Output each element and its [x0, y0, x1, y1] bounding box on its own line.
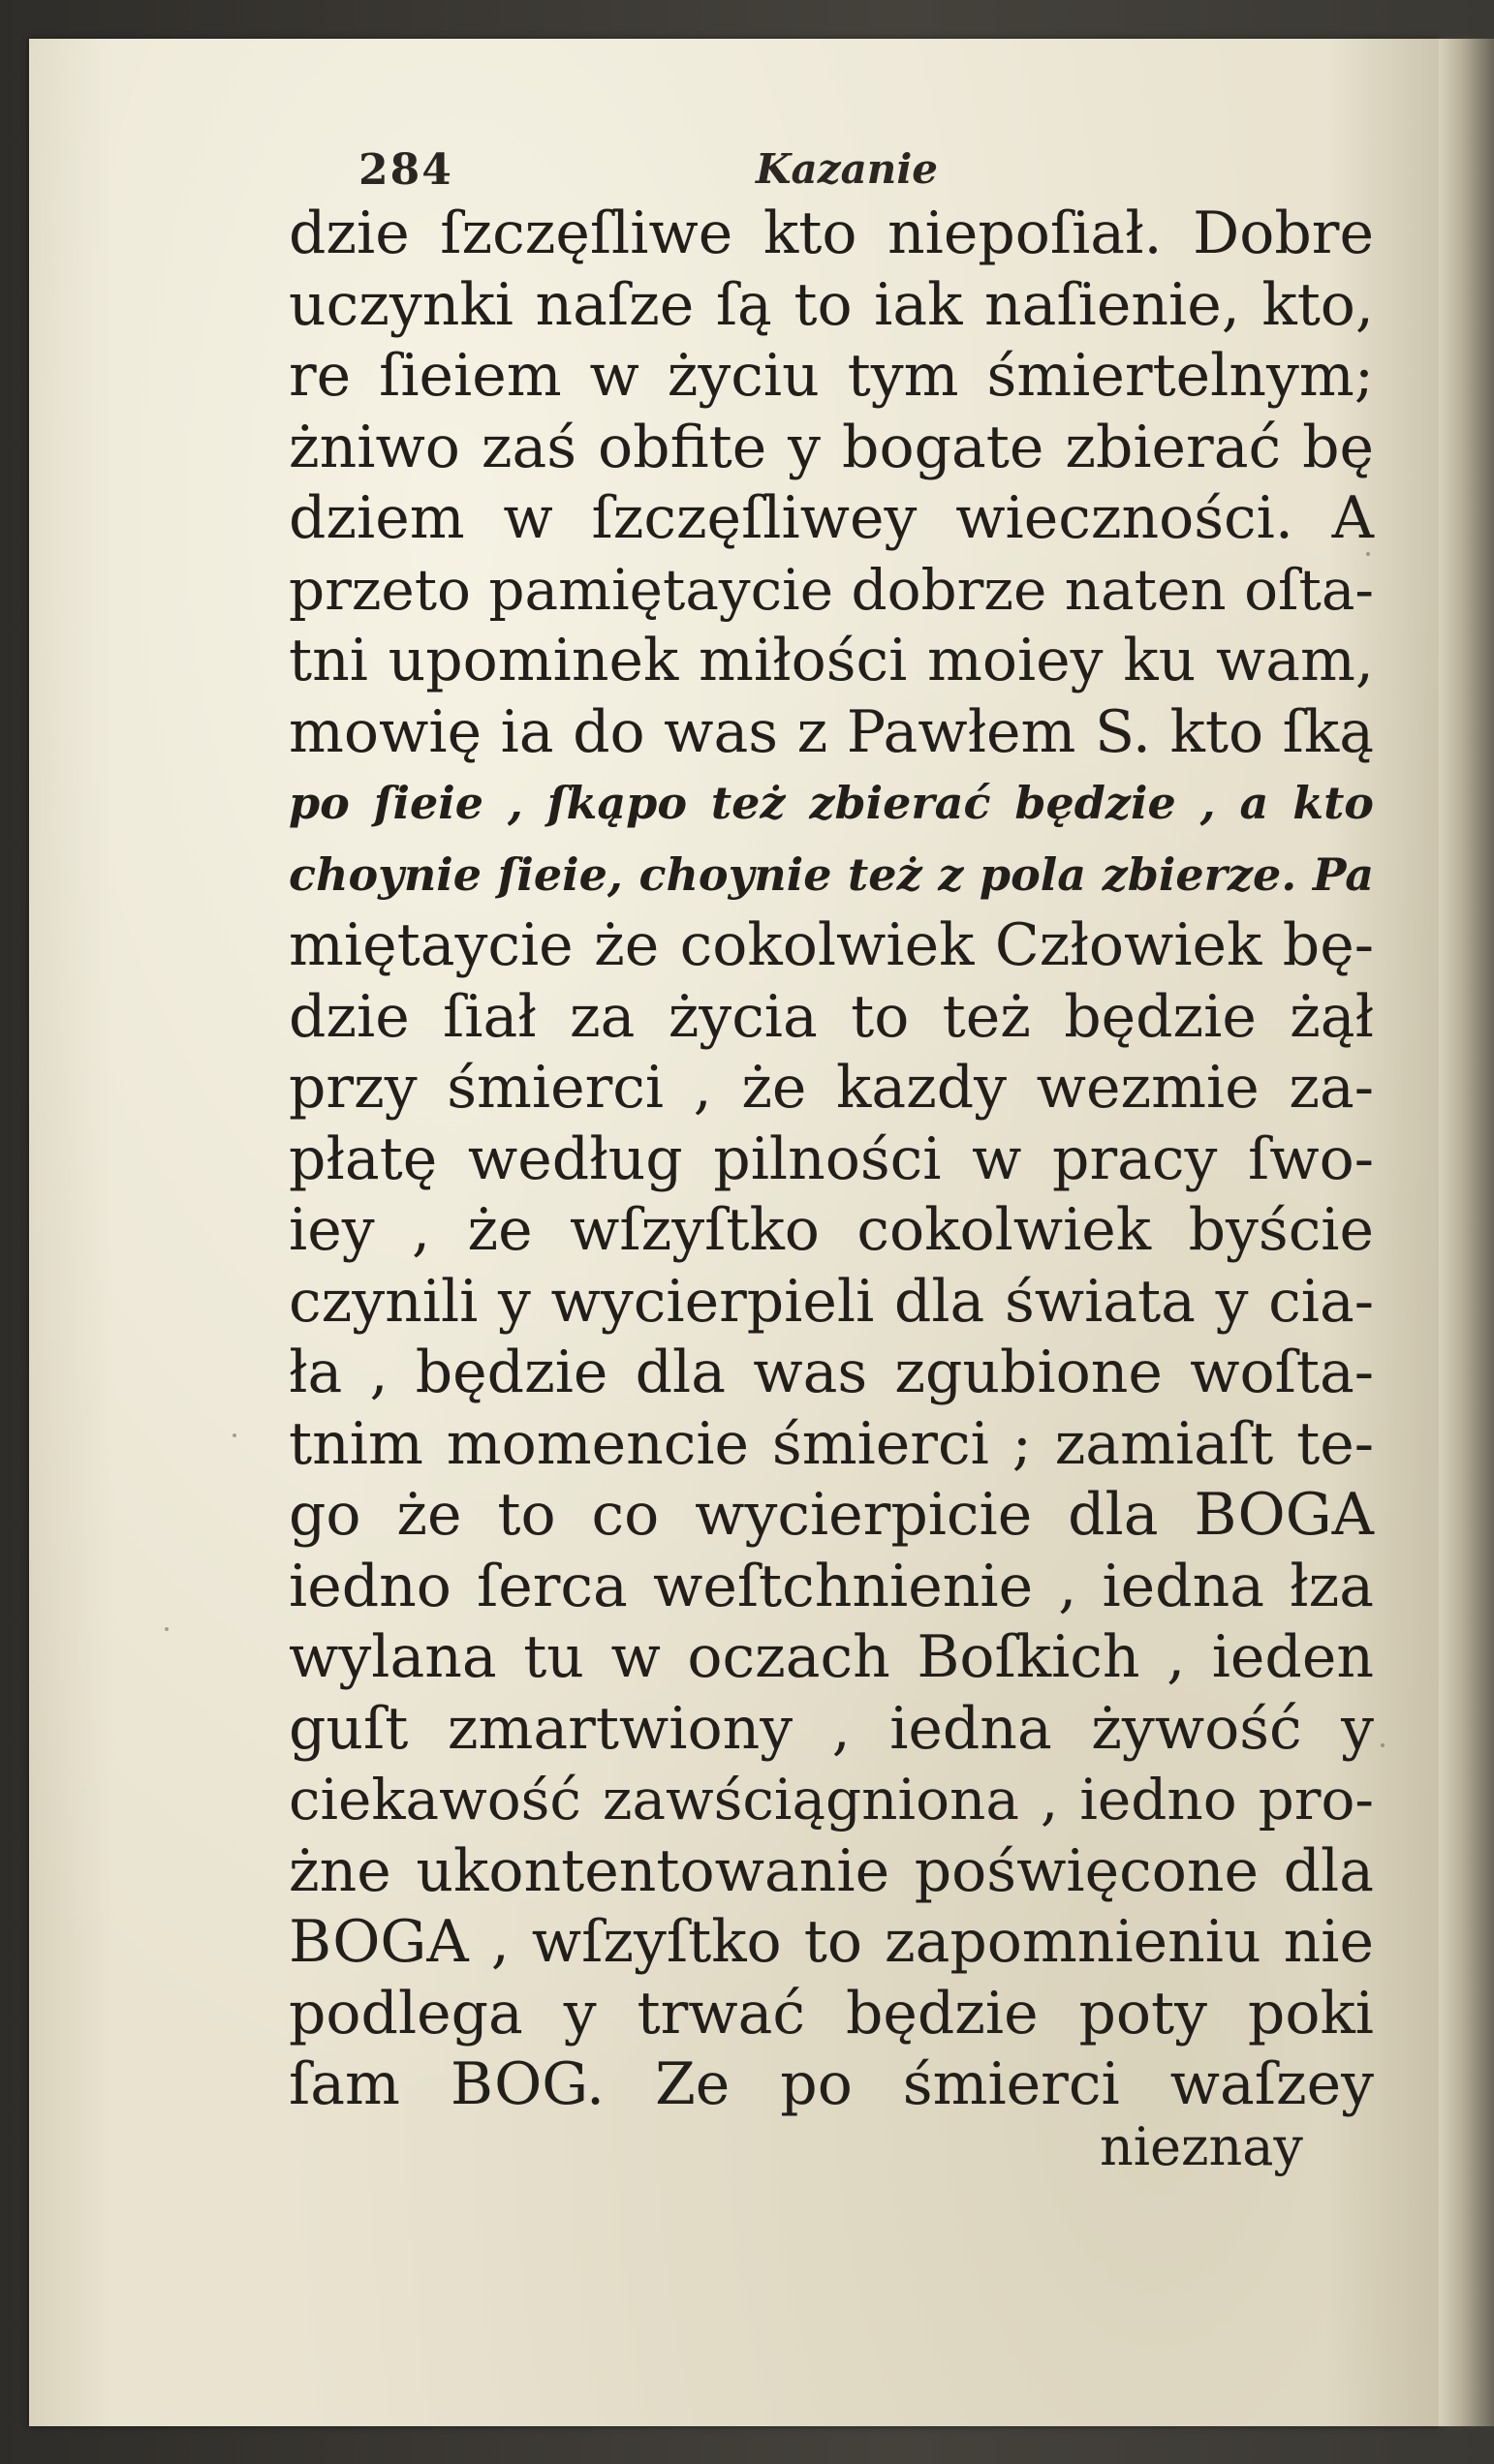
text-line: choynie ſieie, choynie też z pola zbierze. Pa [289, 847, 1374, 901]
text-line: dzie ſzczęſliwe kto niepoſiał. Dobre [289, 200, 1374, 267]
text-line: re ſieiem w życiu tym śmiertelnym; [289, 342, 1374, 410]
next-page-edge [1439, 39, 1494, 2426]
body-text [289, 199, 1374, 2121]
text-line: żniwo zaś obfite y bogate zbierać bę [289, 413, 1374, 481]
text-line: po ſieie , ſkąpo też zbierać będzie , a kto [289, 777, 1374, 829]
text-line: żne ukontentowanie poświęcone dla [289, 1836, 1374, 1905]
text-line: iedno ſerca weſtchnienie , iedna łza [289, 1552, 1374, 1620]
text-line: iey , że wſzyſtko cokolwiek byście [289, 1196, 1374, 1264]
page-number: 284 [358, 145, 453, 195]
text-line: przy śmierci , że kazdy wezmie za- [289, 1054, 1374, 1122]
text-line: ſam BOG. Ze po śmierci waſzey [289, 2050, 1374, 2118]
text-line: ła , będzie dla was zgubione woſta- [289, 1339, 1374, 1406]
text-line: przeto pamiętaycie dobrze naten oſta- [289, 556, 1374, 623]
text-line: ciekawość zawściągniona , iedno pro- [289, 1767, 1374, 1833]
text-line: dziem w ſzczęſliwey wieczności. A [289, 484, 1374, 552]
text-line: dzie ſiał za życia to też będzie żął [289, 982, 1374, 1051]
text-line: czynili y wycierpieli dla świata y cia- [289, 1267, 1374, 1336]
paper-speck [233, 1433, 236, 1437]
text-line: wylana tu w oczach Boſkich , ieden [289, 1623, 1374, 1691]
text-line: guſt zmartwiony , iedna żywość y [289, 1694, 1374, 1763]
paper-speck [165, 1627, 169, 1631]
catchword: nieznay [1100, 2116, 1303, 2177]
text-line: mowię ia do was z Pawłem S. kto ſką [289, 697, 1374, 766]
text-line: BOGA , wſzyſtko to zapomnieniu nie [289, 1908, 1374, 1976]
text-line: podlega y trwać będzie poty poki [289, 1979, 1374, 2048]
text-line: tni upominek miłości moiey ku wam, [289, 627, 1374, 694]
text-line: tnim momencie śmierci ; zamiaſt te- [289, 1409, 1374, 1478]
running-head: Kazanie [756, 145, 938, 193]
text-line: miętaycie że cokolwiek Człowiek bę- [289, 911, 1374, 979]
paper-speck [1381, 1743, 1385, 1747]
text-line: go że to co wycierpicie dla BOGA [289, 1481, 1374, 1549]
page-header [325, 145, 1390, 203]
text-line: uczynki naſze ſą to iak naſienie, kto, [289, 270, 1374, 339]
text-line: płatę według pilności w pracy ſwo- [289, 1124, 1374, 1193]
